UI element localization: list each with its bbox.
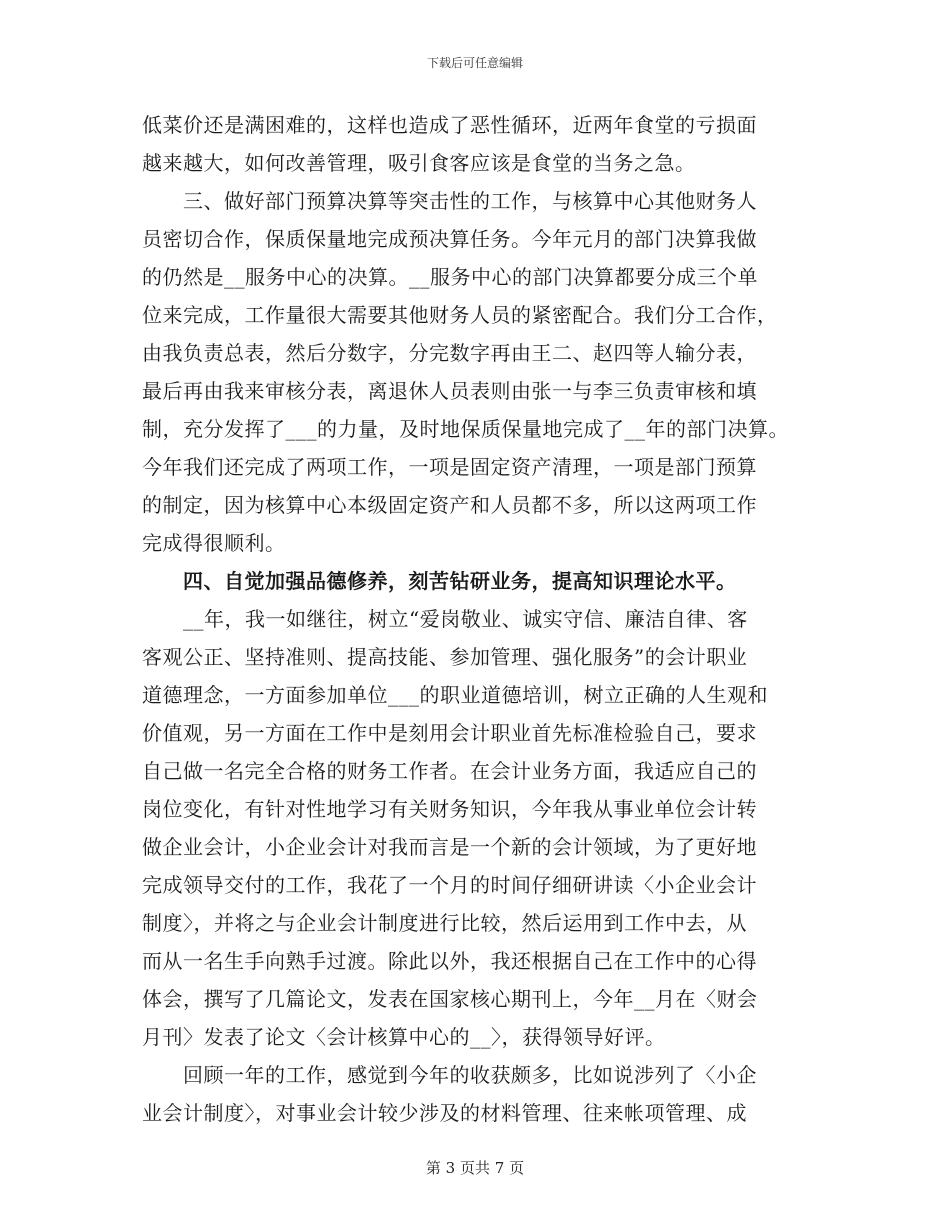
text-line: __年，我一如继往，树立“爱岗敬业、诚实守信、廉洁自律、客 [142,607,748,631]
text-line: 员密切合作，保质保量地完成预决算任务。今年元月的部门决算我做 [142,227,757,251]
page-footer: 第 3 页共 7 页 [425,1159,525,1177]
text-line: 自己做一名完全合格的财务工作者。在会计业务方面，我适应自己的 [142,759,757,783]
text-line: 业会计制度〉，对事业会计较少涉及的材料管理、往来帐项管理、成 [142,1101,747,1125]
text-line: 完成得很顺利。 [142,531,286,555]
text-line: 道德理念，一方面参加单位___的职业道德培训，树立正确的人生观和 [142,683,768,707]
text-line: 低菜价还是满困难的，这样也造成了恶性循环，近两年食堂的亏损面 [142,113,757,137]
text-line: 月刊〉发表了论文〈会计核算中心的__〉，获得领导好评。 [142,1025,666,1049]
text-line: 三、做好部门预算决算等突击性的工作，与核算中心其他财务人 [142,189,757,213]
section-heading: 四、自觉加强品德修养，刻苦钻研业务，提高知识理论水平。 [142,569,737,593]
text-line: 做企业会计，小企业会计对我而言是一个新的会计领域，为了更好地 [142,835,757,859]
text-line: 完成领导交付的工作，我花了一个月的时间仔细研讲读〈小企业会计 [142,873,757,897]
page-header: 下载后可任意编辑 [426,56,523,70]
text-line: 的制定，因为核算中心本级固定资产和人员都不多，所以这两项工作 [142,493,757,517]
text-line: 制度〉，并将之与企业会计制度进行比较，然后运用到工作中去，从 [142,911,747,935]
text-line: 今年我们还完成了两项工作，一项是固定资产清理，一项是部门预算 [142,455,757,479]
text-line: 而从一名生手向熟手过渡。除此以外，我还根据自己在工作中的心得 [142,949,757,973]
text-line: 岗位变化，有针对性地学习有关财务知识，今年我从事业单位会计转 [142,797,757,821]
text-line: 由我负责总表，然后分数字，分完数字再由王二、赵四等人输分表， [142,341,757,365]
text-line: 客观公正、坚持准则、提高技能、参加管理、强化服务”的会计职业 [142,645,748,669]
text-line: 位来完成，工作量很大需要其他财务人员的紧密配合。我们分工合作， [142,303,778,327]
text-line: 体会，撰写了几篇论文，发表在国家核心期刊上，今年__月在〈财会 [142,987,758,1011]
text-line: 制，充分发挥了___的力量，及时地保质保量地完成了__年的部门决算。 [142,417,789,441]
text-line: 最后再由我来审核分表，离退休人员表则由张一与李三负责审核和填 [142,379,757,403]
text-line: 越来越大，如何改善管理，吸引食客应该是食堂的当务之急。 [142,151,696,175]
text-line: 回顾一年的工作，感觉到今年的收获颇多，比如说涉列了〈小企 [142,1063,757,1087]
text-line: 的仍然是__服务中心的决算。__服务中心的部门决算都要分成三个单 [142,265,758,289]
text-line: 价值观，另一方面在工作中是刻用会计职业首先标准检验自己，要求 [142,721,757,745]
